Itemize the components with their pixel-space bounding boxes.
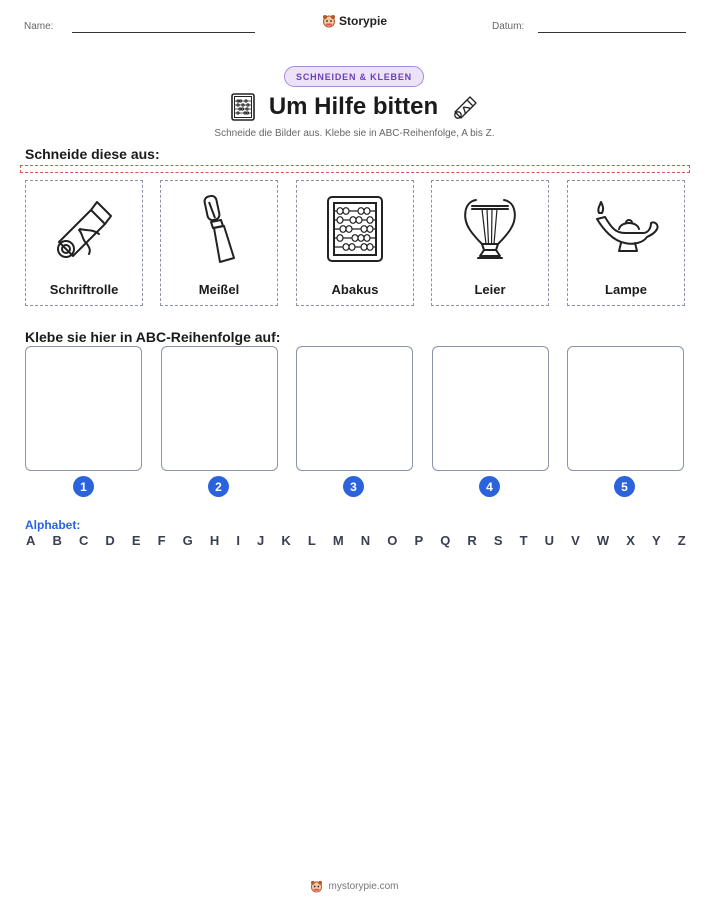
chisel-icon [194,192,244,266]
alphabet-letter: P [414,533,424,548]
slot-number-5: 5 [614,476,635,497]
paste-slot-2[interactable] [161,346,278,471]
name-label: Name: [24,21,54,32]
alphabet-letter: H [209,533,220,548]
alphabet-row [26,533,686,548]
card-label: Meißel [198,282,240,297]
paste-slot-1[interactable] [25,346,142,471]
alphabet-letter: V [571,533,580,548]
cut-card-scroll[interactable] [25,180,143,306]
paste-heading: Klebe sie hier in ABC-Reihenfolge auf: [25,329,281,345]
card-label: Abakus [331,282,379,297]
lyre-icon [460,194,520,264]
storypie-mascot-icon [322,14,336,28]
paste-slot-4[interactable] [432,346,549,471]
cut-card-chisel[interactable] [160,180,278,306]
activity-badge: SCHNEIDEN & KLEBEN [284,66,424,87]
card-label: Schriftrolle [49,282,119,297]
slot-number-1: 1 [73,476,94,497]
scroll-icon [452,94,478,120]
alphabet-letter: E [131,533,141,548]
alphabet-letter: B [52,533,62,548]
title-row [0,91,709,123]
alphabet-letter: Y [651,533,661,548]
alphabet-letter: L [307,533,316,548]
cut-line[interactable] [20,165,690,173]
oil-lamp-icon [591,199,661,259]
alphabet-letter: J [257,533,265,548]
cut-card-lyre[interactable] [431,180,549,306]
alphabet-letter: F [157,533,166,548]
cut-card-abacus[interactable] [296,180,414,306]
alphabet-letter: D [105,533,115,548]
alphabet-letter: K [281,533,291,548]
card-label: Lampe [605,282,647,297]
alphabet-letter: M [332,533,344,548]
footer-url: mystorypie.com [328,881,399,892]
slot-number-2: 2 [208,476,229,497]
brand-name: Storypie [339,14,388,28]
page-title: Um Hilfe bitten [268,93,439,120]
alphabet-letter: X [626,533,635,548]
alphabet-letter: R [467,533,477,548]
alphabet-letter: C [78,533,89,548]
paste-slot-3[interactable] [296,346,413,471]
paste-slot-5[interactable] [567,346,684,471]
scroll-icon [49,194,119,264]
abacus-icon [325,194,385,264]
alphabet-letter: G [182,533,193,548]
alphabet-letter: Z [677,533,686,548]
alphabet-letter: W [596,533,610,548]
instructions: Schneide die Bilder aus. Klebe sie in ABC-Reihenfolge, A bis Z. [214,128,495,139]
brand-logo [322,14,387,28]
alphabet-letter: S [493,533,503,548]
alphabet-label: Alphabet: [25,518,81,532]
name-line[interactable] [72,32,255,33]
alphabet-letter: N [360,533,371,548]
cut-heading: Schneide diese aus: [25,146,160,162]
card-label: Leier [474,282,506,297]
slot-number-3: 3 [343,476,364,497]
date-line[interactable] [538,32,686,33]
slot-number-4: 4 [479,476,500,497]
alphabet-letter: I [236,533,240,548]
footer [0,880,709,893]
abacus-icon [231,93,255,121]
alphabet-letter: U [544,533,555,548]
alphabet-letter: T [519,533,528,548]
cut-card-lamp[interactable] [567,180,685,306]
storypie-mascot-icon [310,880,323,893]
alphabet-letter: A [26,533,36,548]
alphabet-letter: O [387,533,398,548]
date-label: Datum: [492,21,525,32]
alphabet-letter: Q [440,533,451,548]
